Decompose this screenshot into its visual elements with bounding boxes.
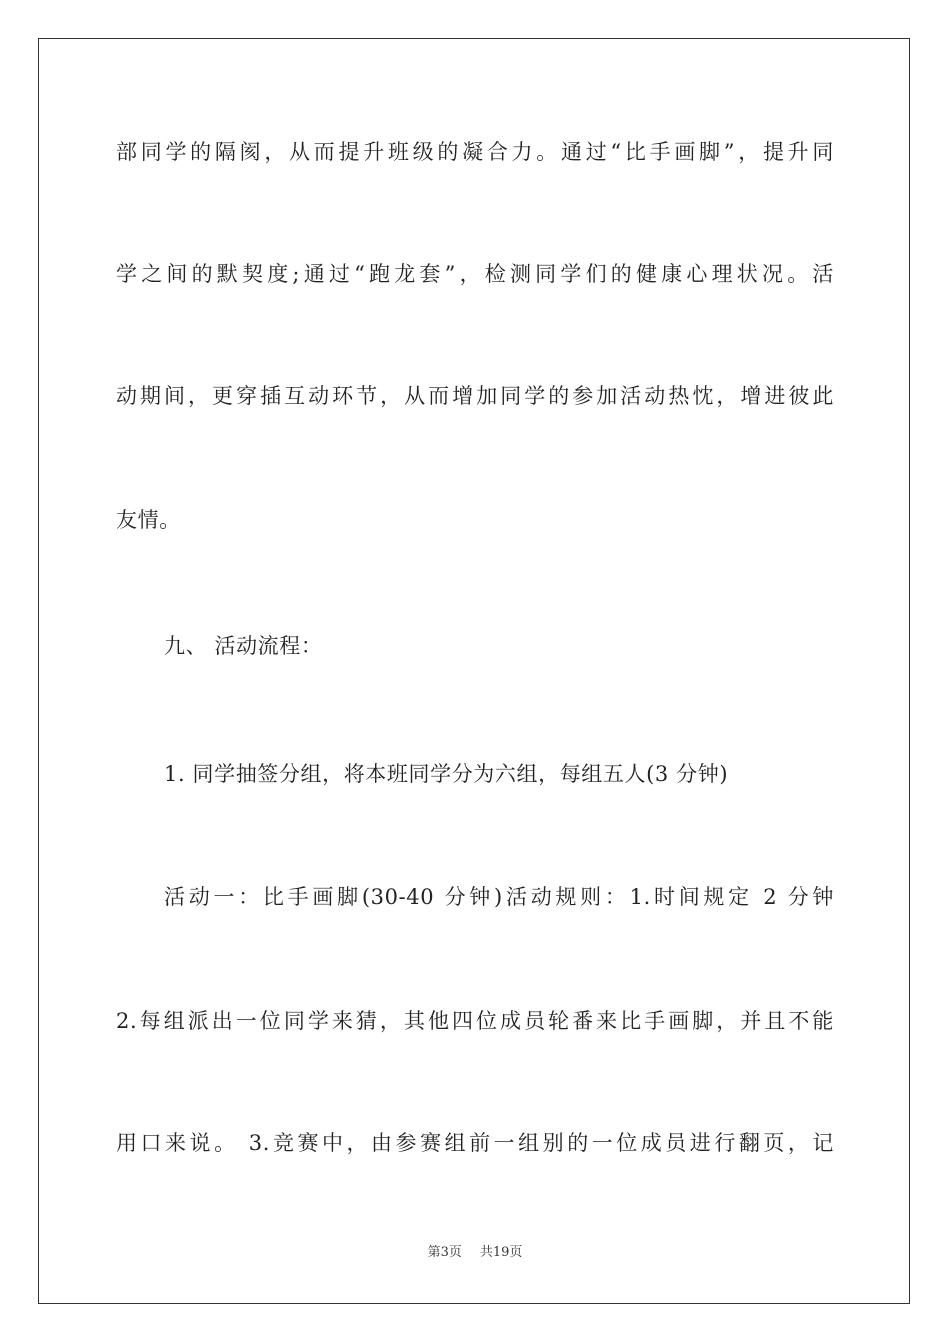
paragraph-line-1: 部同学的隔阂，从而提升班级的凝合力。通过“比手画脚”，提升同 (116, 140, 834, 164)
section-heading: 九、 活动流程： (164, 634, 323, 658)
paragraph-line-3: 动期间，更穿插互动环节，从而增加同学的参加活动热忱，增进彼此 (116, 384, 834, 408)
paragraph-line-2: 学之间的默契度;通过“跑龙套”，检测同学们的健康心理状况。活 (116, 262, 834, 286)
activity-line-3: 用口来说。 3.竞赛中，由参赛组前一组别的一位成员进行翻页，记 (116, 1131, 834, 1155)
page-footer (0, 1244, 950, 1262)
page-total: 共19页 (479, 1245, 523, 1260)
activity-line-1: 活动一：比手画脚(30-40 分钟)活动规则：1.时间规定 2 分钟 (164, 885, 834, 909)
paragraph-line-4: 友情。 (116, 508, 181, 532)
page-number: 第3页 (427, 1245, 462, 1260)
step-1-line: 1. 同学抽签分组，将本班同学分为六组，每组五人(3 分钟) (164, 762, 729, 786)
activity-line-2: 2.每组派出一位同学来猜，其他四位成员轮番来比手画脚，并且不能 (116, 1009, 834, 1033)
page-border (38, 38, 910, 1304)
